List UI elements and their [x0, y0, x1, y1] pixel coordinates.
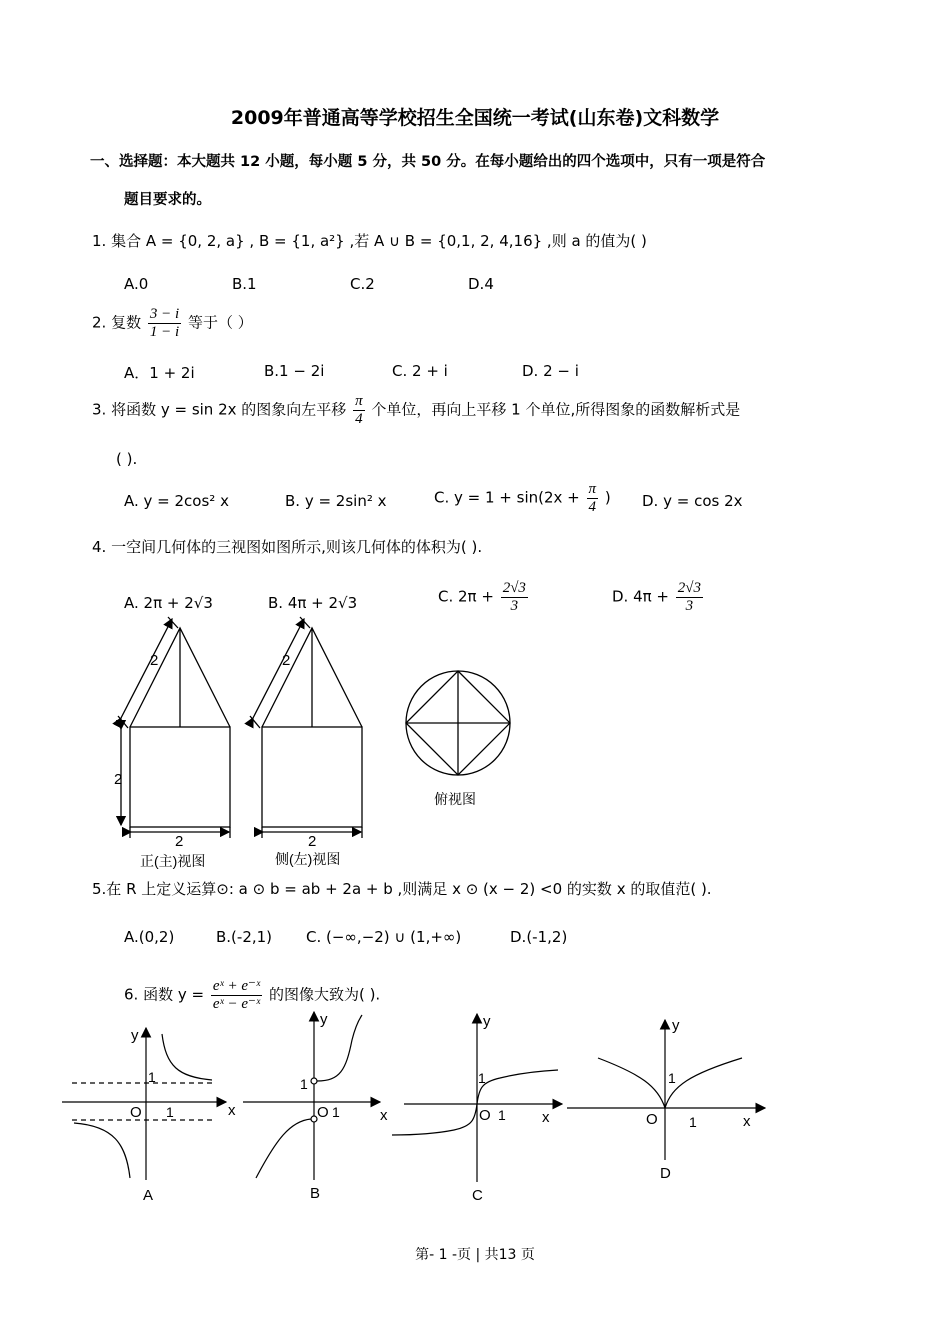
q2-prefix: 2. 复数 — [92, 313, 142, 332]
q2-option-a: A．1 + 2i — [124, 364, 195, 382]
graph-a — [62, 1028, 226, 1180]
front-view-label: 正(主)视图 — [140, 853, 206, 869]
graph-c-origin: O — [479, 1107, 491, 1124]
q3-option-c-post: ) — [604, 488, 611, 507]
q5-option-b: B.(-2,1) — [216, 928, 273, 946]
q2-numerator: 3 − i — [149, 306, 180, 322]
q3-prefix: 3. 将函数 y = sin 2x 的图象向左平移 — [92, 400, 347, 419]
graph-b-label: B — [310, 1185, 321, 1202]
page-footer: 第- 1 -页 | 共13 页 — [415, 1247, 535, 1263]
graph-d-x-label: x — [743, 1113, 751, 1130]
q3-option-c-num: π — [588, 481, 597, 497]
q4-option-a: A. 2π + 2√3 — [124, 594, 213, 612]
q2-option-d: D. 2 − i — [522, 362, 579, 380]
q4-option-d-pre: D. 4π + — [612, 587, 669, 606]
question-4: 4. 一空间几何体的三视图如图所示,则该几何体的体积为( ). — [92, 538, 483, 556]
q5-option-d: D.(-1,2) — [510, 928, 568, 946]
front-slant-label: 2 — [150, 652, 159, 669]
q4-option-d-den: 3 — [685, 597, 694, 614]
graph-a-y-label: y — [131, 1027, 139, 1044]
q2-denominator: 1 − i — [149, 323, 180, 340]
graph-d-y-one: 1 — [668, 1070, 676, 1086]
section-instructions-line2: 题目要求的。 — [124, 192, 211, 208]
q1-option-b: B.1 — [232, 275, 257, 293]
graph-b-x-one: 1 — [332, 1104, 340, 1120]
side-width-label: 2 — [308, 833, 317, 850]
graph-c-x-label: x — [542, 1109, 550, 1126]
graph-b-origin: O — [317, 1104, 329, 1121]
graph-a-label: A — [143, 1187, 154, 1204]
q3-option-c-den: 4 — [588, 498, 597, 515]
graph-b-x-label: x — [380, 1107, 388, 1124]
front-height-label: 2 — [114, 771, 123, 788]
graph-c-y-one: 1 — [478, 1070, 486, 1086]
graph-b — [243, 1012, 380, 1180]
graph-a-x-one: 1 — [166, 1104, 174, 1120]
graph-d-origin: O — [646, 1111, 658, 1128]
q1-option-d: D.4 — [468, 275, 494, 293]
graph-a-y-one: 1 — [148, 1069, 156, 1085]
question-5: 5.在 R 上定义运算⊙: a ⊙ b = ab + 2a + b ,则满足 x ⊙ (x − 2) <0 的实数 x 的取值范( ). — [92, 880, 712, 898]
q3-denominator: 4 — [355, 410, 363, 427]
q3-option-c-pre: C. y = 1 + sin(2x + — [434, 488, 580, 507]
q4-option-c-den: 3 — [510, 597, 519, 614]
graph-a-origin: O — [130, 1104, 142, 1121]
graph-d-y-label: y — [672, 1017, 680, 1034]
graph-c-y-label: y — [483, 1013, 491, 1030]
q4-option-d-num: 2√3 — [677, 580, 702, 596]
q3-numerator: π — [355, 393, 363, 409]
q6-denominator: eˣ − e⁻ˣ — [212, 995, 261, 1012]
question-1: 1. 集合 A = {0, 2, a} , B = {1, a²} ,若 A ∪ B = {0,1, 2, 4,16} ,则 a 的值为( ) — [92, 232, 647, 250]
q2-option-c: C. 2 + i — [392, 362, 448, 380]
graph-d-label: D — [660, 1165, 671, 1182]
q2-suffix: 等于（ ） — [187, 313, 253, 332]
q2-option-b: B.1 − 2i — [264, 362, 325, 380]
q3-option-b: B. y = 2sin² x — [285, 492, 387, 510]
q3-blank: ( ). — [116, 450, 138, 468]
q6-prefix: 6. 函数 y = — [124, 985, 205, 1004]
graph-b-y-label: y — [320, 1011, 328, 1028]
graph-c-x-one: 1 — [498, 1107, 506, 1123]
front-width-label: 2 — [175, 833, 184, 850]
top-view-label: 俯视图 — [434, 791, 476, 807]
graph-c — [392, 1014, 562, 1182]
q5-option-c: C. (−∞,−2) ∪ (1,+∞) — [306, 928, 462, 946]
q1-option-a: A.0 — [124, 275, 149, 293]
side-slant-label: 2 — [282, 652, 291, 669]
q3-option-a: A. y = 2cos² x — [124, 492, 229, 510]
section-instructions-line1: 一、选择题：本大题共 12 小题，每小题 5 分，共 50 分。在每小题给出的四个选项中，只有一项是符合 — [90, 154, 766, 170]
q3-suffix: 个单位，再向上平移 1 个单位,所得图象的函数解析式是 — [371, 400, 741, 419]
q6-numerator: eˣ + e⁻ˣ — [212, 978, 261, 994]
graph-d-x-one: 1 — [689, 1114, 697, 1130]
q5-option-a: A.(0,2) — [124, 928, 175, 946]
q6-suffix: 的图像大致为( ). — [268, 985, 381, 1004]
side-view-label: 侧(左)视图 — [275, 851, 341, 867]
q3-option-d: D. y = cos 2x — [642, 492, 743, 510]
q4-option-c-num: 2√3 — [502, 580, 526, 596]
graph-b-y-one: 1 — [300, 1076, 308, 1092]
graph-c-label: C — [472, 1187, 483, 1204]
q4-option-b: B. 4π + 2√3 — [268, 594, 358, 612]
graph-a-x-label: x — [228, 1102, 236, 1119]
page-title: 2009年普通高等学校招生全国统一考试(山东卷)文科数学 — [230, 107, 720, 129]
q4-option-c-pre: C. 2π + — [438, 587, 494, 606]
graph-d — [567, 1020, 765, 1160]
q1-option-c: C.2 — [350, 275, 375, 293]
